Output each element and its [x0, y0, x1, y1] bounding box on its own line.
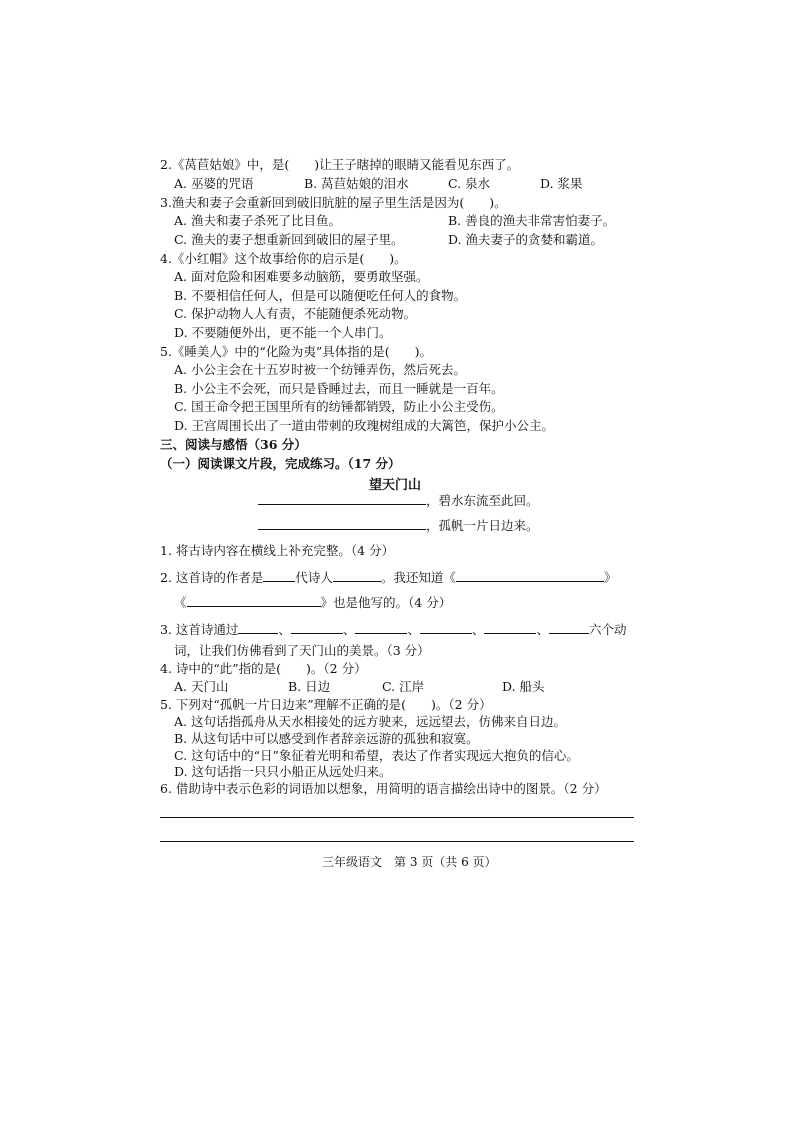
verb-blank-6[interactable]: [549, 621, 589, 634]
reading-q4-stem: 4. 诗中的“此”指的是( )。（2 分）: [160, 661, 367, 676]
q3-option-a: A. 渔夫和妻子杀死了比目鱼。: [174, 213, 341, 228]
reading-q3-text-b: 六个动: [588, 622, 627, 637]
reading-q2-text-b: 代诗人: [295, 570, 333, 585]
q2-option-b: B. 莴苣姑娘的泪水: [304, 176, 409, 191]
poem-line-2: [258, 517, 539, 534]
q4-option-c: C. 保护动物人人有责，不能随便杀死动物。: [174, 306, 417, 321]
separator: 、: [536, 622, 549, 637]
answer-line-1[interactable]: [160, 817, 634, 818]
verb-blank-3[interactable]: [355, 621, 407, 634]
poem-line-1-blank[interactable]: [258, 492, 426, 505]
q5-stem: 5.《睡美人》中的“化险为夷”具体指的是( )。: [160, 344, 432, 359]
reading-q4-option-a: A. 天门山: [174, 679, 229, 694]
q3-option-b: B. 善良的渔夫非常害怕妻子。: [448, 213, 616, 228]
verb-blank-5[interactable]: [484, 621, 536, 634]
reading-q1: 1. 将古诗内容在横线上补充完整。（4 分）: [160, 543, 395, 558]
poem-line-1-tail: ，碧水东流至此回。: [426, 493, 539, 508]
reading-q3-line2: 词，让我们仿佛看到了天门山的美景。（3 分）: [174, 643, 430, 658]
q2-option-d: D. 浆果: [540, 176, 583, 191]
reading-q6-stem: 6. 借助诗中表示色彩的词语加以想象，用简明的语言描绘出诗中的图景。（2 分）: [160, 781, 607, 796]
reading-q2-text-e: 《: [174, 595, 187, 610]
reading-q5-option-d: D. 这句话指一只只小船正从远处归来。: [174, 764, 392, 779]
section-heading: 三、阅读与感悟（36 分）: [160, 437, 307, 452]
verb-blank-2[interactable]: [291, 621, 343, 634]
reading-q4-option-b: B. 日边: [288, 679, 331, 694]
q5-option-a: A. 小公主会在十五岁时被一个纺锤弄伤，然后死去。: [174, 362, 466, 377]
other-poem-blank-2[interactable]: [187, 594, 321, 607]
reading-q4-option-c: C. 江岸: [382, 679, 425, 694]
q2-stem: 2.《莴苣姑娘》中，是( )让王子瞎掉的眼睛又能看见东西了。: [160, 157, 520, 172]
q4-option-d: D. 不要随便外出，更不能一个人串门。: [174, 325, 392, 340]
reading-q5-stem: 5. 下列对“孤帆一片日边来”理解不正确的是( )。（2 分）: [160, 697, 492, 712]
q5-option-d: D. 王宫周围长出了一道由带刺的玫瑰树组成的大篱笆，保护小公主。: [174, 418, 555, 433]
reading-q5-option-c: C. 这句话中的“日”象征着光明和希望，表达了作者实现远大抱负的信心。: [174, 748, 579, 763]
reading-q5-option-b: B. 从这句话中可以感受到作者辞亲远游的孤独和寂寞。: [174, 731, 479, 746]
q4-option-a: A. 面对危险和困难要多动脑筋，要勇敢坚强。: [174, 269, 429, 284]
answer-line-2[interactable]: [160, 841, 634, 842]
author-name-blank[interactable]: [333, 569, 381, 582]
reading-q2-line2: [174, 594, 451, 611]
q3-stem: 3.渔夫和妻子会重新回到破旧肮脏的屋子里生活是因为( )。: [160, 195, 507, 210]
reading-q2-line1: [160, 569, 616, 586]
other-poem-blank-1[interactable]: [456, 569, 604, 582]
author-dynasty-blank[interactable]: [263, 569, 295, 582]
verb-blank-4[interactable]: [420, 621, 472, 634]
q3-option-c: C. 渔夫的妻子想重新回到破旧的屋子里。: [174, 232, 404, 247]
q4-option-b: B. 不要相信任何人，但是可以随便吃任何人的食物。: [174, 288, 467, 303]
q2-option-c: C. 泉水: [448, 176, 491, 191]
q5-option-c: C. 国王命令把王国里所有的纺锤都销毁，防止小公主受伤。: [174, 399, 504, 414]
poem-title: 望天门山: [369, 478, 422, 493]
q3-option-d: D. 渔夫妻子的贪婪和霸道。: [448, 232, 604, 247]
reading-q5-option-a: A. 这句话指孤舟从天水相接处的远方驶来，远远望去，仿佛来自日边。: [174, 714, 566, 729]
poem-line-2-blank[interactable]: [258, 517, 426, 530]
reading-q2-text-f: 》也是他写的。（4 分）: [320, 595, 452, 610]
verb-blank-1[interactable]: [238, 621, 278, 634]
poem-line-1: [258, 492, 539, 509]
reading-q3-text-a: 3. 这首诗通过: [160, 622, 239, 637]
separator: 、: [342, 622, 356, 637]
poem-line-2-tail: ，孤帆一片日边来。: [426, 518, 539, 533]
reading-q2-text-c: 。我还知道《: [380, 570, 456, 585]
q2-option-a: A. 巫婆的咒语: [174, 176, 254, 191]
reading-q4-option-d: D. 船头: [502, 679, 545, 694]
separator: 、: [471, 622, 485, 637]
separator: 、: [278, 622, 291, 637]
reading-q3-line1: [160, 621, 627, 638]
reading-q2-text-a: 2. 这首诗的作者是: [160, 570, 264, 585]
page-footer: 三年级语文 第 3 页（共 6 页）: [322, 855, 497, 869]
subsection-heading: （一）阅读课文片段，完成练习。（17 分）: [160, 456, 401, 471]
separator: 、: [407, 622, 420, 637]
reading-q2-text-d: 》: [603, 570, 617, 585]
q5-option-b: B. 小公主不会死，而只是昏睡过去，而且一睡就是一百年。: [174, 381, 504, 396]
q4-stem: 4.《小红帽》这个故事给你的启示是( )。: [160, 251, 407, 266]
